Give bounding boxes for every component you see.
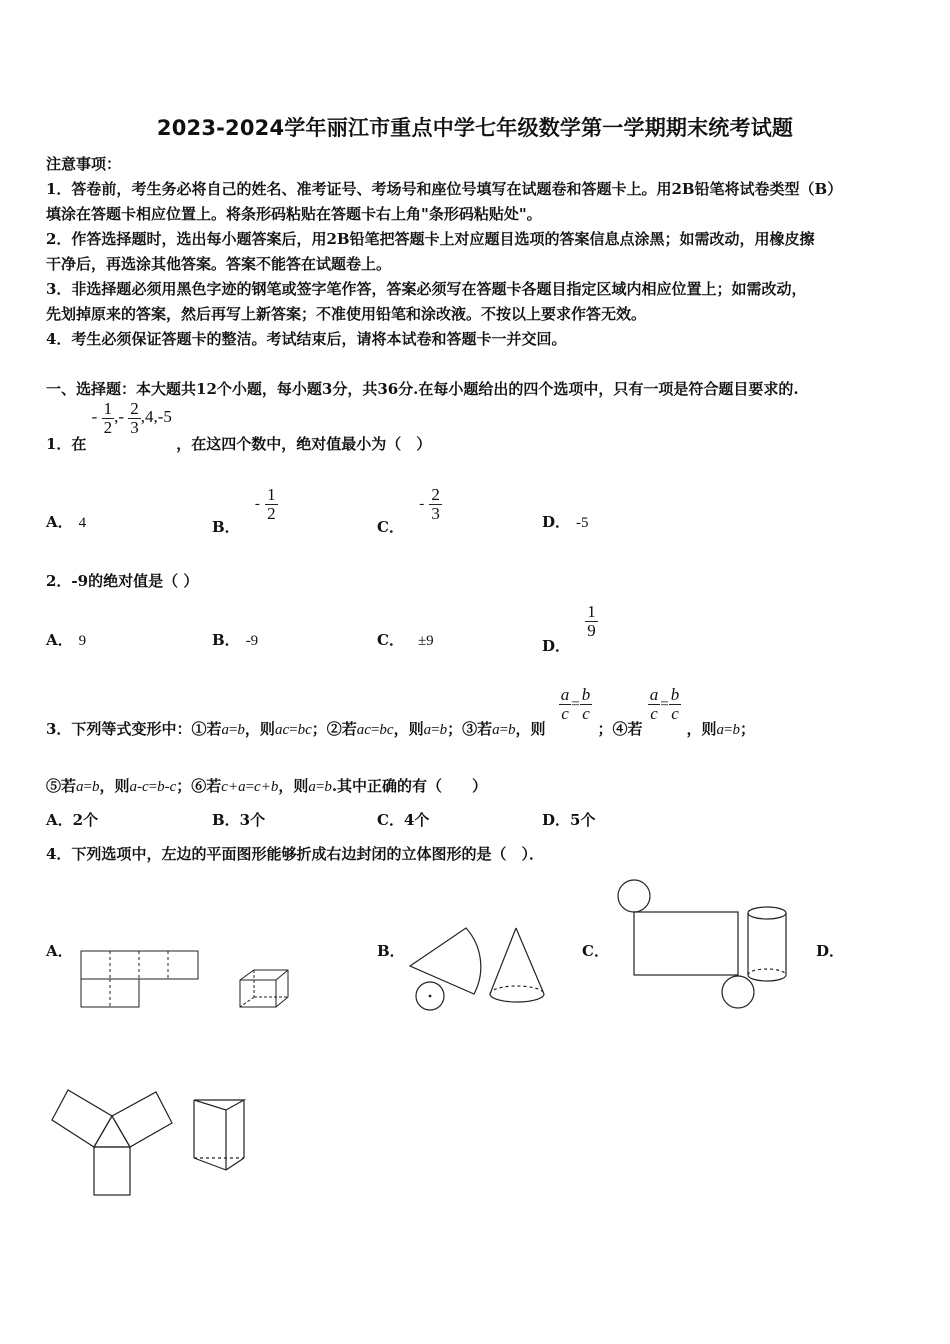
expr-ac: ac: [274, 722, 290, 739]
fraction-a-over-c: [648, 686, 661, 723]
var-b: b: [508, 722, 516, 739]
q1-sep: ,-: [114, 407, 125, 427]
q3-part: ；②若: [311, 720, 357, 739]
eq: =: [83, 779, 92, 795]
q3-option-b[interactable]: B．3个: [212, 811, 266, 829]
q3-part: ；: [739, 720, 755, 739]
figure-d-prism: [192, 1096, 248, 1176]
section-heading: 一、选择题：本大题共12个小题，每小题3分，共36分.在每小题给出的四个选项中，只有一项是符合题目要求的.: [46, 380, 799, 398]
q4-option-a[interactable]: A．: [46, 942, 73, 960]
option-sign: -: [254, 496, 260, 513]
q1-prefix: 1．在: [46, 435, 87, 454]
eq: =: [289, 722, 298, 739]
q1-fraction-2-den: 3: [130, 417, 139, 437]
fraction-num: 2: [431, 485, 440, 504]
q3-option-a[interactable]: A．2个: [46, 811, 99, 829]
eq: =: [723, 722, 733, 739]
q1-option-c[interactable]: [377, 485, 442, 537]
option-label: D．: [542, 513, 571, 531]
fraction-b-over-c: [580, 686, 593, 723]
option-value: -5: [576, 515, 589, 531]
fraction-num: b: [670, 685, 680, 704]
var-a: a: [423, 722, 432, 739]
q4-option-c[interactable]: C．: [582, 942, 609, 960]
option-fraction: [265, 486, 278, 523]
eq: =: [148, 779, 158, 795]
eq: =: [660, 696, 669, 713]
var-b: b: [732, 722, 740, 739]
option-sign: -: [419, 496, 425, 513]
q3-part: ，则: [278, 777, 309, 795]
q1-fraction-2: [128, 400, 141, 437]
page-title: 2023-2024学年丽江市重点中学七年级数学第一学期期末统考试题: [156, 116, 794, 140]
fraction-den: c: [648, 704, 661, 723]
notice-line: 2．作答选择题时，选出每小题答案后，用2B铅笔把答题卡上对应题目选项的答案信息点涂黑；如需改动，用橡皮擦: [46, 230, 815, 248]
q1-option-a[interactable]: [46, 511, 86, 532]
q3-text-tail: [686, 720, 755, 738]
notice-heading: 注意事项：: [46, 155, 122, 173]
q1-fraction-1-num: 1: [103, 399, 113, 418]
q1-number-set: [91, 399, 177, 437]
q3-option-d[interactable]: D．5个: [542, 811, 596, 829]
var-a: a: [221, 722, 229, 739]
option-value: -9: [245, 633, 259, 649]
question-4: 4．下列选项中，左边的平面图形能够折成右边封闭的立体图形的是（ ）．: [46, 845, 544, 863]
option-label: B．: [212, 631, 240, 649]
fraction-den: c: [580, 704, 593, 723]
eq: =: [228, 722, 238, 739]
fraction-den: 9: [587, 620, 596, 640]
q2-option-b[interactable]: [212, 629, 258, 650]
q2-option-d[interactable]: [542, 602, 598, 656]
option-label: A．: [46, 513, 73, 531]
q3-part: ，则: [393, 720, 424, 739]
q3-part: 3．下列等式变形中：①若: [46, 720, 222, 739]
var-a: a: [76, 779, 84, 795]
eq: =: [245, 779, 255, 795]
var-b: b: [91, 779, 100, 795]
option-value: 4: [78, 515, 87, 531]
expr-c-plus-b: c+b: [254, 779, 279, 795]
q1-minus-1: -: [91, 407, 98, 427]
notice-line: 1．答卷前，考生务必将自己的姓名、准考证号、考场号和座位号填写在试题卷和答题卡上。用2B铅笔将试卷类型（B）: [46, 180, 843, 198]
q1-option-b[interactable]: [212, 485, 278, 537]
fraction-den: c: [559, 704, 572, 723]
var-a: a: [308, 779, 316, 795]
expr-bc: bc: [297, 722, 312, 739]
notice-line: 4．考生必须保证答题卡的整洁。考试结束后，请将本试卷和答题卡一并交回。: [46, 330, 567, 348]
fraction-den: 2: [267, 503, 276, 523]
option-fraction: [429, 486, 442, 523]
q3-part: ，则: [99, 777, 130, 795]
q4-option-d[interactable]: D．: [816, 942, 845, 960]
option-value: 9: [78, 633, 87, 649]
q4-option-b[interactable]: B．: [377, 942, 405, 960]
question-3-line-1: [46, 685, 755, 739]
option-label: B．: [212, 518, 240, 537]
eq: =: [571, 696, 580, 713]
figure-a-cube: [238, 968, 292, 1010]
q3-part: ；⑥若: [176, 777, 222, 795]
notice-line: 3．非选择题必须用黑色字迹的钢笔或签字笔作答，答案必须写在答题卡各题目指定区域内相应位置上；如需改动，: [46, 280, 807, 298]
q1-set-tail: ,4,-5: [140, 407, 172, 427]
notice-line: 填涂在答题卡相应位置上。将条形码粘贴在答题卡右上角"条形码粘贴处"。: [46, 205, 542, 223]
q2-option-c[interactable]: [377, 629, 434, 650]
eq: =: [370, 722, 380, 739]
fraction-num: 1: [267, 485, 276, 504]
notice-line: 干净后，再选涂其他答案。答案不能答在试题卷上。: [46, 255, 392, 273]
var-b: b: [439, 722, 448, 739]
q3-text: [46, 720, 546, 738]
fraction-b-over-c: [669, 686, 682, 723]
fraction-num: 1: [587, 602, 596, 621]
eq: =: [315, 779, 325, 795]
q3-part: ；④若: [597, 720, 643, 739]
expr-ac: ac: [356, 722, 371, 739]
var-b: b: [237, 722, 245, 739]
option-fraction: [585, 603, 598, 640]
figure-a-cube-net: [80, 950, 200, 1010]
q3-part: ，则: [515, 720, 546, 739]
q3-part: ⑤若: [46, 777, 77, 795]
var-b: b: [324, 779, 332, 795]
q3-option-c[interactable]: C．4个: [377, 811, 430, 829]
q3-part: ，则: [686, 720, 717, 739]
expr-bc: bc: [379, 722, 394, 739]
var-a: a: [716, 722, 724, 739]
q3-part: ，则: [244, 720, 275, 739]
question-2: 2．-9的绝对值是（ ）: [46, 572, 199, 590]
q2-option-a[interactable]: [46, 629, 86, 650]
expr-b-minus-c: b-c: [157, 779, 177, 795]
eq: =: [499, 722, 509, 739]
q1-fraction-1-den: 2: [103, 417, 113, 437]
question-3-line-2: [46, 775, 487, 796]
notice-line: 先划掉原来的答案，然后再写上新答案；不准使用铅笔和涂改液。不按以上要求作答无效。: [46, 305, 647, 323]
option-label: A．: [46, 631, 73, 649]
fraction-a-over-c: [559, 686, 572, 723]
figure-c-cylinder-net: [614, 878, 754, 1010]
fraction-num: b: [581, 685, 591, 704]
figure-b-cone-net: [406, 924, 486, 1014]
option-label: C．: [377, 518, 404, 537]
option-label: C．: [377, 631, 404, 649]
q1-fraction-1: [102, 400, 115, 437]
figure-c-cylinder: [746, 904, 790, 986]
q1-fraction-2-num: 2: [130, 399, 139, 418]
figure-d-prism-net: [48, 1088, 178, 1200]
q3-part: ；③若: [447, 720, 493, 739]
expr-c-plus-a: c+a: [221, 779, 246, 795]
q1-suffix: ，在这四个数中，绝对值最小为（ ）: [176, 435, 432, 454]
var-a: a: [492, 722, 500, 739]
fraction-den: c: [669, 704, 682, 723]
fraction-num: a: [649, 685, 659, 704]
question-1: [46, 399, 432, 454]
fraction-den: 3: [431, 503, 440, 523]
figure-b-cone: [488, 926, 548, 1008]
option-label: D．: [542, 637, 571, 656]
expr-a-minus-c: a-c: [129, 779, 149, 795]
q1-option-d[interactable]: [542, 511, 589, 532]
q3-part: .其中正确的有（ ）: [331, 777, 488, 795]
fraction-num: a: [560, 685, 570, 704]
option-value: ±9: [417, 633, 434, 649]
eq: =: [431, 722, 440, 739]
